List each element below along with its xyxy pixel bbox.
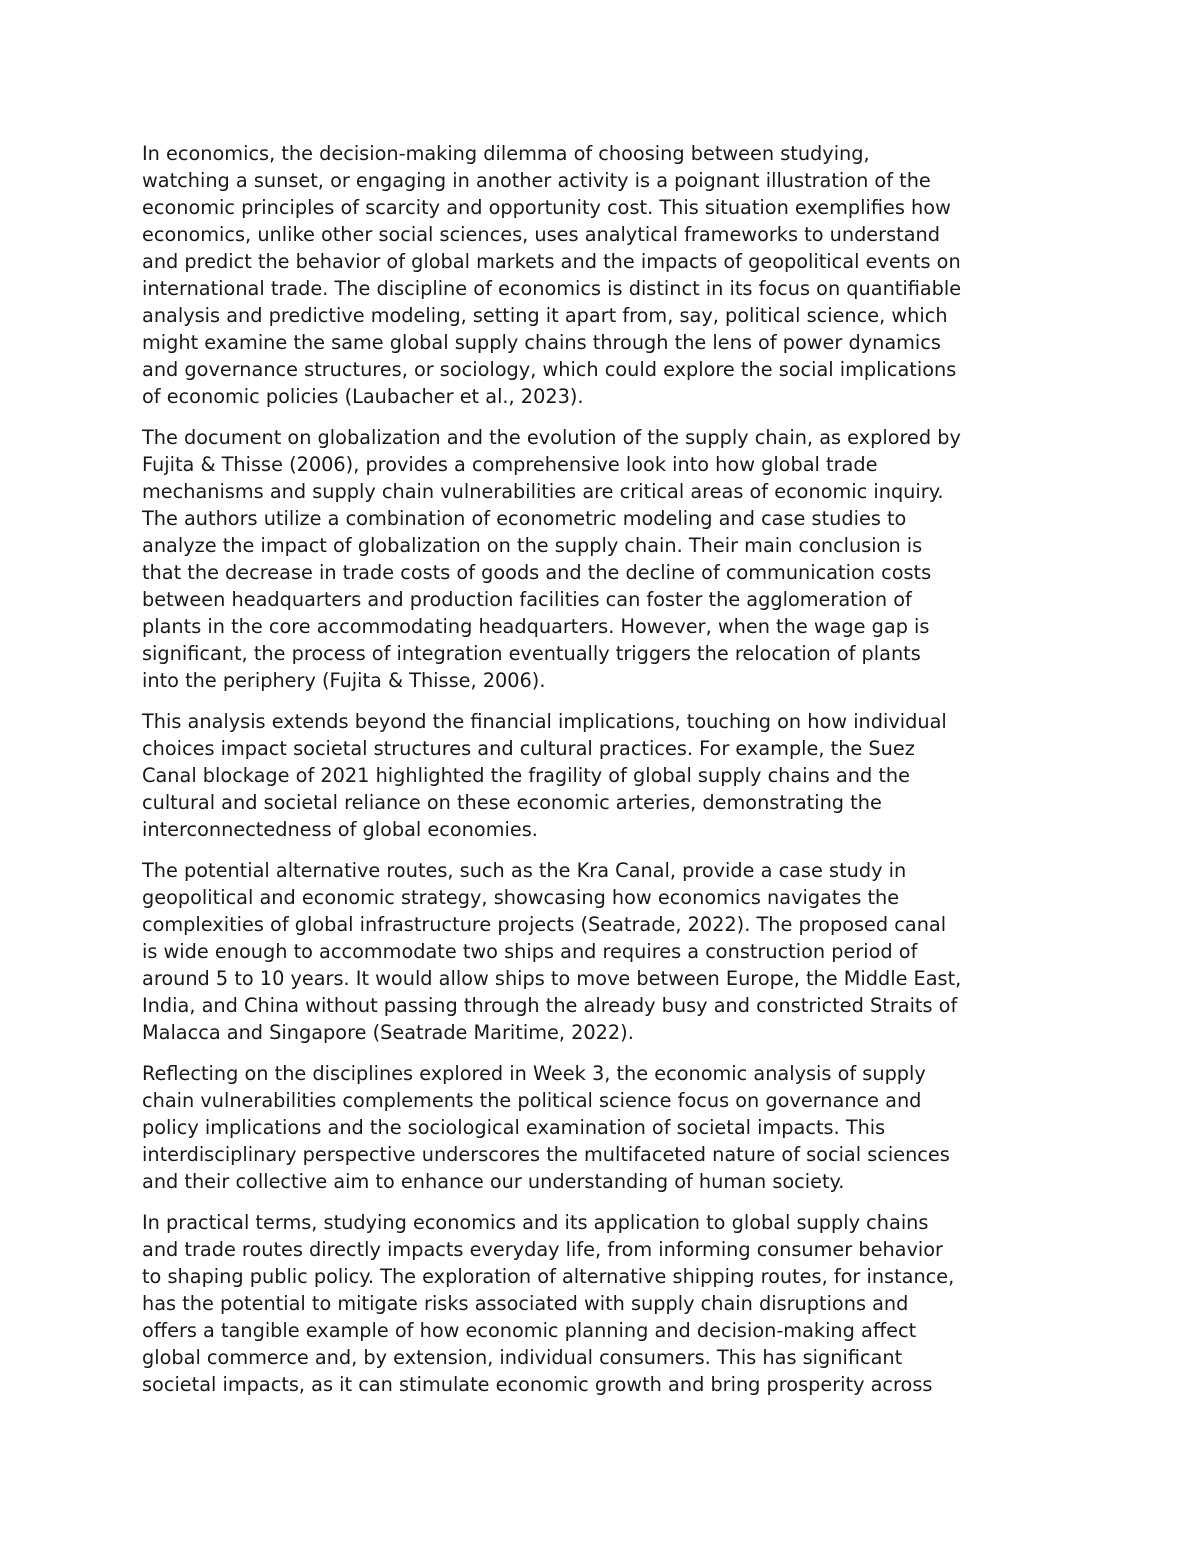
document-body (142, 140, 1072, 1412)
paragraph-1: In economics, the decision-making dilemma of choosing between studying, watching a sunset, or engaging in another activity is a poignant illustration of the economic principles of scarcity and opportunity cost. This situation exemplifies how economics, unlike other social sciences, uses analytical frameworks to understand and predict the behavior of global markets and the impacts of geopolitical events on international trade. The discipline of economics is distinct in its focus on quantifiable analysis and predictive modeling, setting it apart from, say, political science, which might examine the same global supply chains through the lens of power dynamics and governance structures, or sociology, which could explore the social implications of economic policies (Laubacher et al., 2023). (142, 142, 962, 408)
paragraph-4: The potential alternative routes, such as the Kra Canal, provide a case study in geopolitical and economic strategy, showcasing how economics navigates the complexities of global infrastructure projects (Seatrade, 2022). The proposed canal is wide enough to accommodate two ships and requires a construction period of around 5 to 10 years. It would allow ships to move between Europe, the Middle East, India, and China without passing through the already busy and constricted Straits of Malacca and Singapore (Seatrade Maritime, 2022). (142, 859, 962, 1044)
paragraph-3: This analysis extends beyond the financial implications, touching on how individual choices impact societal structures and cultural practices. For example, the Suez Canal blockage of 2021 highlighted the fragility of global supply chains and the cultural and societal reliance on these economic arteries, demonstrating the interconnectedness of global economies. (142, 710, 947, 841)
paragraph-2: The document on globalization and the evolution of the supply chain, as explored by Fujita & Thisse (2006), provides a comprehensive look into how global trade mechanisms and supply chain vulnerabilities are critical areas of economic inquiry. The authors utilize a combination of econometric modeling and case studies to analyze the impact of globalization on the supply chain. Their main conclusion is that the decrease in trade costs of goods and the decline of communication costs between headquarters and production facilities can foster the agglomeration of plants in the core accommodating headquarters. However, when the wage gap is significant, the process of integration eventually triggers the relocation of plants into the periphery (Fujita & Thisse, 2006). (142, 426, 961, 692)
paragraph-6: In practical terms, studying economics and its application to global supply chains and trade routes directly impacts everyday life, from informing consumer behavior to shaping public policy. The exploration of alternative shipping routes, for instance, has the potential to mitigate risks associated with supply chain disruptions and offers a tangible example of how economic planning and decision-making affect global commerce and, by extension, individual consumers. This has significant societal impacts, as it can stimulate economic growth and bring prosperity across (142, 1211, 955, 1396)
paragraph-5: Reflecting on the disciplines explored in Week 3, the economic analysis of supply chain vulnerabilities complements the political science focus on governance and policy implications and the sociological examination of societal impacts. This interdisciplinary perspective underscores the multifaceted nature of social sciences and their collective aim to enhance our understanding of human society. (142, 1062, 950, 1193)
